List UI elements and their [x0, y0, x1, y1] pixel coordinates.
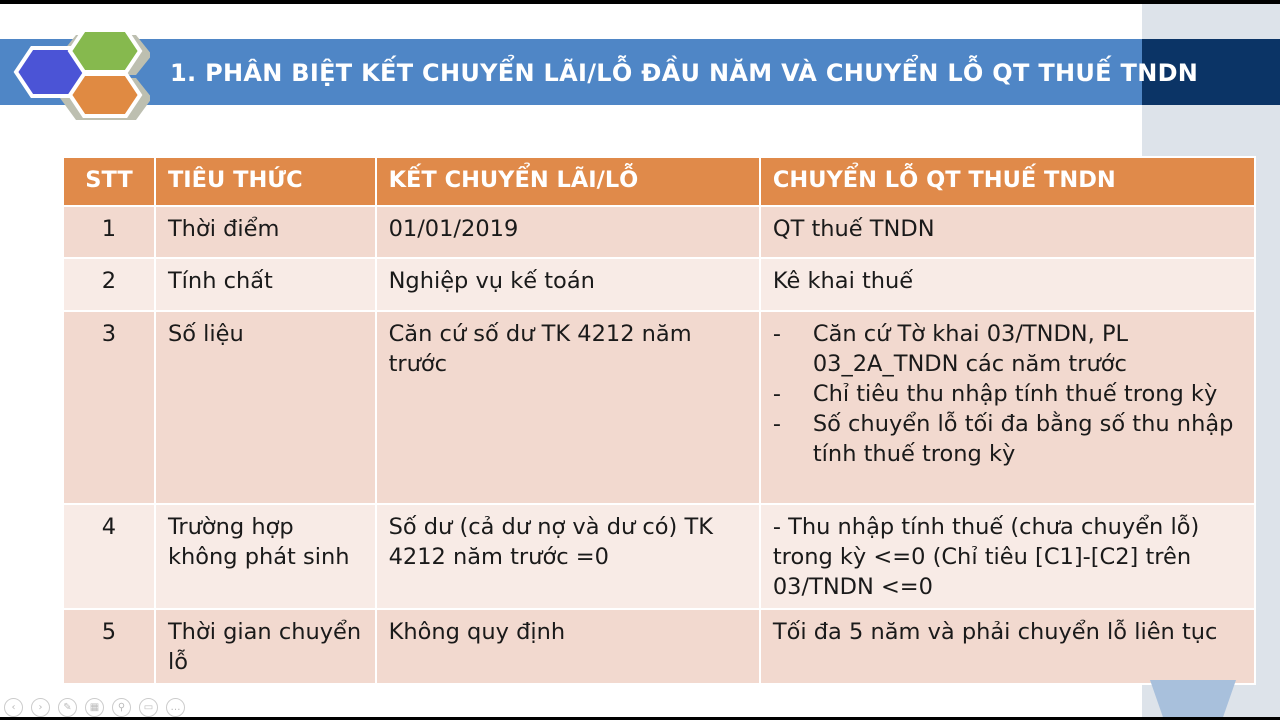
table-row — [63, 206, 1255, 258]
header-tax-loss: CHUYỂN LỖ QT THUẾ TNDN — [760, 157, 1255, 206]
cell-carry: Số dư (cả dư nợ và dư có) TK 4212 năm trước =0 — [376, 504, 760, 609]
cell-criterion: Thời gian chuyển lỗ — [155, 609, 376, 684]
slideshow-controls — [4, 698, 185, 717]
cell-stt: 2 — [63, 258, 155, 311]
cell-stt: 1 — [63, 206, 155, 258]
subtitle-icon[interactable]: ▭ — [139, 698, 158, 717]
cell-carry: Không quy định — [376, 609, 760, 684]
table-header-row — [63, 157, 1255, 206]
cell-loss: Kê khai thuế — [760, 258, 1255, 311]
dash: - — [772, 411, 781, 437]
cell-carry: Nghiệp vụ kế toán — [376, 258, 760, 311]
table-row — [63, 504, 1255, 609]
cell-loss: - Thu nhập tính thuế (chưa chuyển lỗ) trong kỳ <=0 (Chỉ tiêu [C1]-[C2] trên 03/TNDN <=0 — [760, 504, 1255, 609]
list-item-text: Chỉ tiêu thu nhập tính thuế trong kỳ — [812, 381, 1218, 407]
header-criterion: TIÊU THỨC — [155, 157, 376, 206]
list-item-text: Căn cứ Tờ khai 03/TNDN, PL 03_2A_TNDN các năm trước — [812, 321, 1129, 377]
cell-loss: Tối đa 5 năm và phải chuyển lỗ liên tục — [760, 609, 1255, 684]
cell-loss: QT thuế TNDN — [760, 206, 1255, 258]
cell-stt: 3 — [63, 311, 155, 504]
header-carry-forward: KẾT CHUYỂN LÃI/LỖ — [376, 157, 760, 206]
table-row — [63, 258, 1255, 311]
cell-carry: 01/01/2019 — [376, 206, 760, 258]
header-stt: STT — [63, 157, 155, 206]
hexagon-logo-icon — [10, 24, 150, 124]
list-item — [773, 319, 1242, 379]
dash: - — [772, 321, 781, 347]
table-row — [63, 311, 1255, 504]
next-icon[interactable]: › — [31, 698, 50, 717]
list-item-text: Số chuyển lỗ tối đa bằng số thu nhập tính thuế trong kỳ — [812, 411, 1234, 467]
prev-icon[interactable]: ‹ — [4, 698, 23, 717]
cell-carry: Căn cứ số dư TK 4212 năm trước — [376, 311, 760, 504]
slides-icon[interactable]: ▦ — [85, 698, 104, 717]
pen-icon[interactable]: ✎ — [58, 698, 77, 717]
cell-stt: 5 — [63, 609, 155, 684]
slide-title: 1. PHÂN BIỆT KẾT CHUYỂN LÃI/LỖ ĐẦU NĂM VÀ CHUYỂN LỖ QT THUẾ TNDN — [170, 59, 1199, 87]
cell-criterion: Tính chất — [155, 258, 376, 311]
cell-criterion: Trường hợp không phát sinh — [155, 504, 376, 609]
dash: - — [772, 381, 781, 407]
list-item — [773, 409, 1242, 469]
top-letterbox — [0, 0, 1280, 4]
cell-loss — [760, 311, 1255, 504]
zoom-icon[interactable]: ⚲ — [112, 698, 131, 717]
cell-criterion: Thời điểm — [155, 206, 376, 258]
comparison-table — [62, 156, 1256, 685]
more-icon[interactable]: … — [166, 698, 185, 717]
corner-decor — [1150, 680, 1236, 717]
table-row — [63, 609, 1255, 684]
cell-stt: 4 — [63, 504, 155, 609]
list-item — [773, 379, 1242, 409]
cell-criterion: Số liệu — [155, 311, 376, 504]
